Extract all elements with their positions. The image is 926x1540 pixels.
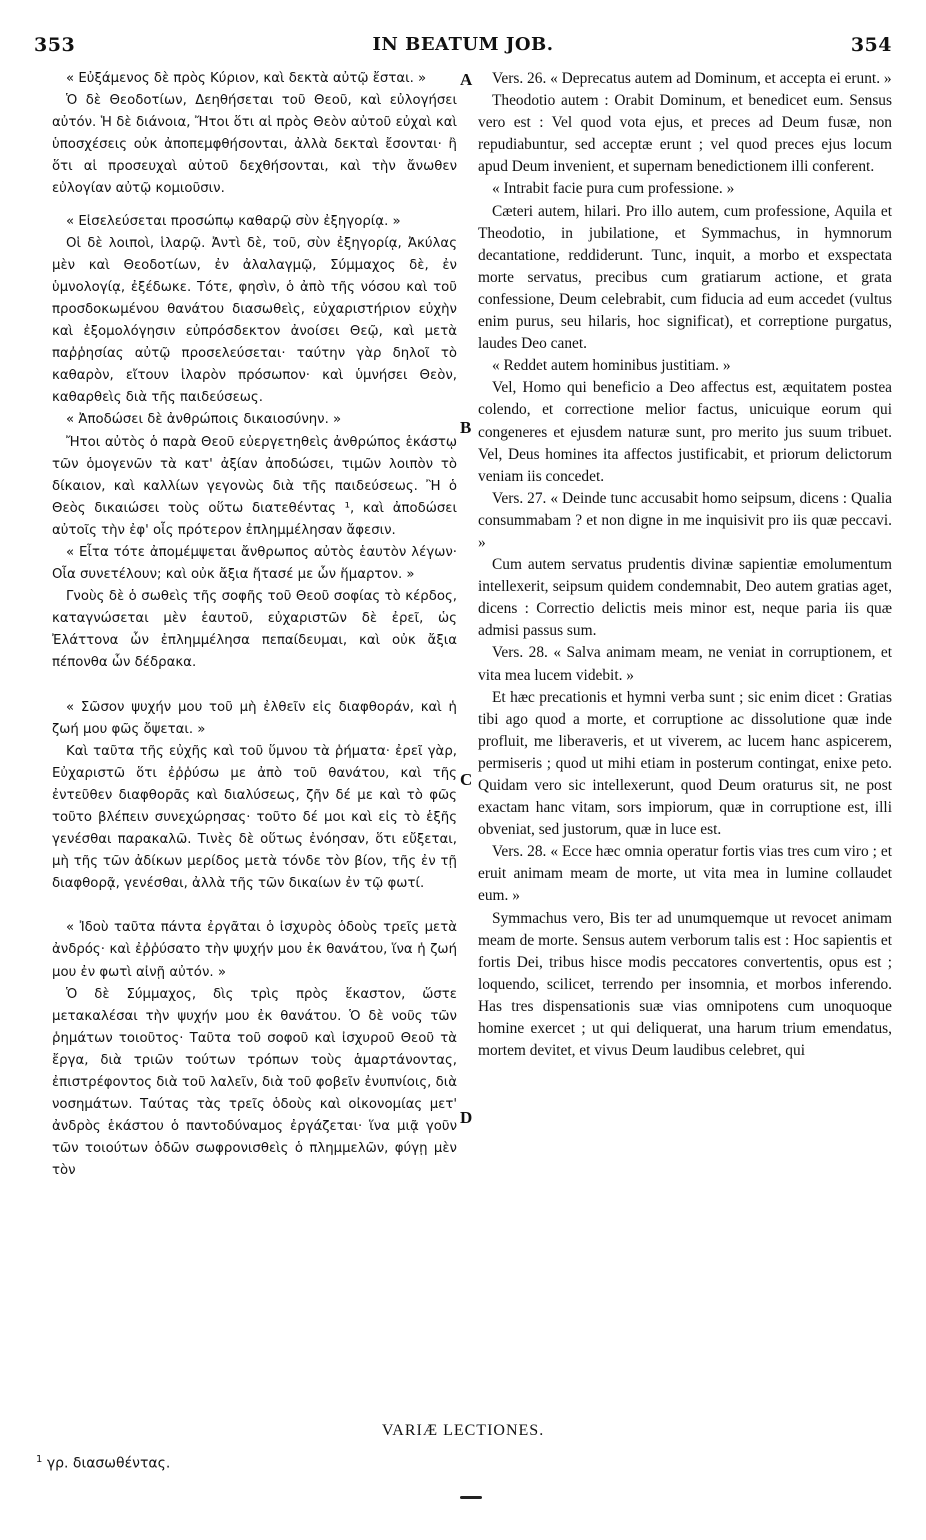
greek-paragraph: « Εἰσελεύσεται προσώπῳ καθαρῷ σὺν ἐξηγορίᾳ. » xyxy=(66,213,401,229)
page-number-left: 353 xyxy=(34,34,76,56)
printer-ornament xyxy=(460,1496,482,1499)
latin-paragraph: Symmachus vero, Bis ter ad unumquemque ut revocet animam meam de morte. Sensus autem verborum talis est : Hoc sapientis et fortis Dei, tribus hisce modis peccatores convertentis, opus est ; loquendo, scilicet, terrendo per insomnia, et morbos inferendo. Has tres dispensationis suæ vias omnipotens cum unoquoque homine exercet ; ut qui deliquerat, una harum trium emendatus, mortem devitet, et vivus Deum laudibus celebret, qui xyxy=(478,909,892,1060)
greek-paragraph: Καὶ ταῦτα τῆς εὐχῆς καὶ τοῦ ὕμνου τὰ ῥήματα· ἐρεῖ γὰρ, Εὐχαριστῶ ὅτι ἐῤῥύσω με ἀπὸ τοῦ θανάτου, καὶ τῆς ἐντεῦθεν διαφθορᾶς καὶ διαλύσεως, ζῆν δέ με καὶ τὸ φῶς τοῦτο βλέπειν συνεχώρησας· τοῦτο δέ μοι καὶ εἰς τὸ ἑξῆς γενέσθαι παρακαλῶ. Τινὲς δὲ οὕτως ἐνόησαν, ὅτι εὔξεται, μὴ τῆς τῶν ἀδίκων μερίδος μετὰ τόνδε τὸν βίον, τῆς ἐν τῇ διαφθορᾷ, γενέσθαι, ἀλλὰ τῆς τῶν δικαίων ἐν τῷ φωτί. xyxy=(52,743,457,892)
greek-paragraph: Γνοὺς δὲ ὁ σωθεὶς τῆς σοφῆς τοῦ Θεοῦ σοφίας τὸ κέρδος, καταγνώσεται μὲν ἑαυτοῦ, εὐχαριστῶν δὲ ἐρεῖ, ὡς Ἐλάττονα ὧν ἐπλημμέλησα πεπαίδευμαι, καὶ οὐκ ἄξια πέπονθα ὧν δέδρακα. xyxy=(52,589,457,671)
greek-paragraph: Ὁ δὲ Σύμμαχος, δὶς τρὶς πρὸς ἕκαστον, ὥστε μετακαλέσαι τὴν ψυχήν μου ἐκ θανάτου. Ὁ δὲ νοῦς τῶν ῥημάτων τοιοῦτος· Ταῦτα τοῦ σοφοῦ καὶ ἰσχυροῦ Θεοῦ τὰ ἔργα, διὰ τριῶν τούτων τρόπων τοὺς ἁμαρτάνοντας, ἐπιστρέφοντος διὰ τοῦ λαλεῖν, διὰ τοῦ φοβεῖν ἐνυπνίοις, διὰ νοσημάτων. Ταύτας τὰς τρεῖς ὁδοὺς καὶ οἰκονομίας μετ' ἀνδρὸς ἑκάστου ὁ παντοδύναμος ἐργάζεται· ἵνα μιᾷ γοῦν τῶν τοιούτων ὁδῶν σωφρονισθεὶς ὁ πλημμελῶν, φύγῃ μὲν τὸν xyxy=(52,986,457,1179)
footnote-text: γρ. διασωθέντας. xyxy=(46,1455,171,1472)
section-marker-b: B xyxy=(460,418,472,437)
latin-paragraph: Vers. 27. « Deinde tunc accusabit homo seipsum, dicens : Qualia consummabam ? et non digne in me inquisivit pro iis quæ peccavi. » xyxy=(478,489,892,551)
latin-column xyxy=(478,68,892,1062)
latin-paragraph: Theodotio autem : Orabit Dominum, et benedicet eum. Sensus vero est : Vel quod vota ejus, et preces ad Deum fusæ, non repudiabuntur, sed acceptæ erunt ; vel quod preces ejus locum apud Deum invenient, et supernam benedictionem illi conferent. xyxy=(478,92,892,176)
latin-paragraph: Vers. 28. « Ecce hæc omnia operatur fortis vias tres cum viro ; et eruit animam meam de morte, ut vita mea in lumine collaudet eum. » xyxy=(478,843,892,905)
greek-paragraph: Ὁ δὲ Θεοδοτίων, Δεηθήσεται τοῦ Θεοῦ, καὶ εὐλογήσει αὐτόν. Ἡ δὲ διάνοια, Ἤτοι ὅτι αἱ πρὸς Θεὸν αὐτοῦ εὐχαὶ καὶ ὑποσχέσεις οὐκ ἀποπεμφθήσονται, ἀλλὰ δεκταὶ ἔσονται· ἢ ὅτι αἱ προσευχαὶ αὐτοῦ δεχθήσονται, καὶ τὴν ἄνωθεν εὐλογίαν αὐτῷ κομιοῦσιν. xyxy=(52,93,457,197)
section-marker-a: A xyxy=(460,70,473,89)
latin-paragraph: Cum autem servatus prudentis divinæ sapientiæ emolumentum intellexerit, seipsum quidem condemnabit, Deo autem gratias aget, dicens : Correctio delictis meis minor est, neque paria iis quæ admisi passus sum. xyxy=(478,556,892,640)
latin-paragraph: Vel, Homo qui beneficio a Deo affectus est, æquitatem postea colendo, et correctione melior factus, unicuique eorum qui congeneres et ejusdem naturæ sunt, pro merito jus suum tribuet. Vel, Deus homines ita affectos justificabit, et priorum delictorum veniam iis concedet. xyxy=(478,379,892,485)
greek-paragraph: « Ἰδοὺ ταῦτα πάντα ἐργᾶται ὁ ἰσχυρὸς ὁδοὺς τρεῖς μετὰ ἀνδρός· καὶ ἐῤῥύσατο τὴν ψυχήν μου ἐκ θανάτου, ἵνα ἡ ζωή μου ἐν φωτὶ αἰνῇ αὐτόν. » xyxy=(52,920,457,980)
latin-paragraph: Cæteri autem, hilari. Pro illo autem, cum professione, Aquila et Theodotio, in jubilatione, et Symmachus, in hymnorum decantatione, reddiderunt. Tunc, inquit, a morbo et exspectata morte servatus, precibus cum gratiarum actione, et grata confessione, Deum celebrabit, cum fiducia ad eum accedet (vultus enim purus, seu hilaris, hoc significat), et correptione purgatus, laudes Deo canet. xyxy=(478,202,892,353)
running-title: IN BEATUM JOB. xyxy=(372,34,554,55)
page-header xyxy=(34,34,892,64)
latin-paragraph: « Reddet autem hominibus justitiam. » xyxy=(492,357,731,375)
greek-paragraph: Οἱ δὲ λοιποὶ, ἱλαρῷ. Ἀντὶ δὲ, τοῦ, σὺν ἐξηγορίᾳ, Ἀκύλας μὲν καὶ Θεοδοτίων, ἐν ἀλαλαγμῷ, Σύμμαχος δὲ, ἐν ὑμνολογίᾳ, ἐξέδωκε. Τότε, φησὶν, ὁ ἀπὸ τῆς νόσου καὶ τοῦ προσδοκωμένου θανάτου διασωθεὶς, εὐχαριστήριον εὐχὴν καὶ ἐξομολόγησιν εὐπρόσδεκτον ἀνοίσει Θεῷ, καὶ μετὰ παῤῥησίας αὐτῷ προσελεύσεται· ταύτην γὰρ δηλοῖ τὸ καθαρὸν, εἴτουν ἱλαρὸν πρόσωπον· καὶ ὑμνήσει Θεὸν, καθαρθεὶς διὰ τῆς παιδεύσεως. xyxy=(52,235,457,406)
greek-paragraph: « Ἀποδώσει δὲ ἀνθρώποις δικαιοσύνην. » xyxy=(66,412,342,428)
footnote xyxy=(36,1454,170,1472)
greek-paragraph: « Εὐξάμενος δὲ πρὸς Κύριον, καὶ δεκτὰ αὐτῷ ἔσται. » xyxy=(66,71,427,86)
greek-paragraph: Ἤτοι αὐτὸς ὁ παρὰ Θεοῦ εὐεργετηθεὶς ἀνθρώπος ἑκάστῳ τῶν ὁμογενῶν τὰ κατ' ἀξίαν ἀποδώσει, τιμῶν λοιπὸν τὸ δίκαιον, καὶ καλλίων γεγονὼς διὰ τῆς παιδεύσεως. Ἢ ὁ Θεὸς δικαιώσει τοὺς οὕτω διατεθέντας ¹, καὶ ἀποδώσει αὐτοῖς τὴν ἐφ' οἷς πρότερον ἐπλημμέλησαν ἄφεσιν. xyxy=(52,434,457,538)
variae-lectiones-heading: VARIÆ LECTIONES. xyxy=(381,1422,545,1439)
section-marker-c: C xyxy=(460,770,473,789)
latin-paragraph: « Intrabit facie pura cum professione. » xyxy=(492,180,735,198)
latin-paragraph: Et hæc precationis et hymni verba sunt ; sic enim dicet : Gratias tibi ago quod a morte, et corruptione ac dissolutione quæ inde profluit, me liberaveris, et ut viverem, ac lucem hanc aspicerem, permiseris ; quod ut mihi etiam in posterum contingat, enixe peto. Quidam vero sic intellexerunt, quod Deum oraturus sit, ne post exactam hanc vitam, sors impiorum, quæ in corruptione est, illi obveniat, sed justorum, quæ in luce est. xyxy=(478,688,892,839)
footnote-number: 1 xyxy=(36,1454,43,1465)
latin-paragraph: Vers. 26. « Deprecatus autem ad Dominum, et accepta ei erunt. » xyxy=(492,70,892,87)
section-marker-d: D xyxy=(460,1108,473,1127)
latin-paragraph: Vers. 28. « Salva animam meam, ne veniat in corruptionem, et vita mea lucem videbit. » xyxy=(478,644,892,684)
greek-paragraph: « Σῶσον ψυχήν μου τοῦ μὴ ἐλθεῖν εἰς διαφθοράν, καὶ ἡ ζωή μου φῶς ὄψεται. » xyxy=(52,699,457,737)
page-number-right: 354 xyxy=(850,34,892,56)
greek-column xyxy=(52,68,457,1183)
greek-paragraph: « Εἶτα τότε ἀπομέμψεται ἄνθρωπος αὐτὸς ἑαυτὸν λέγων· Οἷα συνετέλουν; καὶ οὐκ ἄξια ἤτασέ με ὧν ἥμαρτον. » xyxy=(52,544,457,583)
